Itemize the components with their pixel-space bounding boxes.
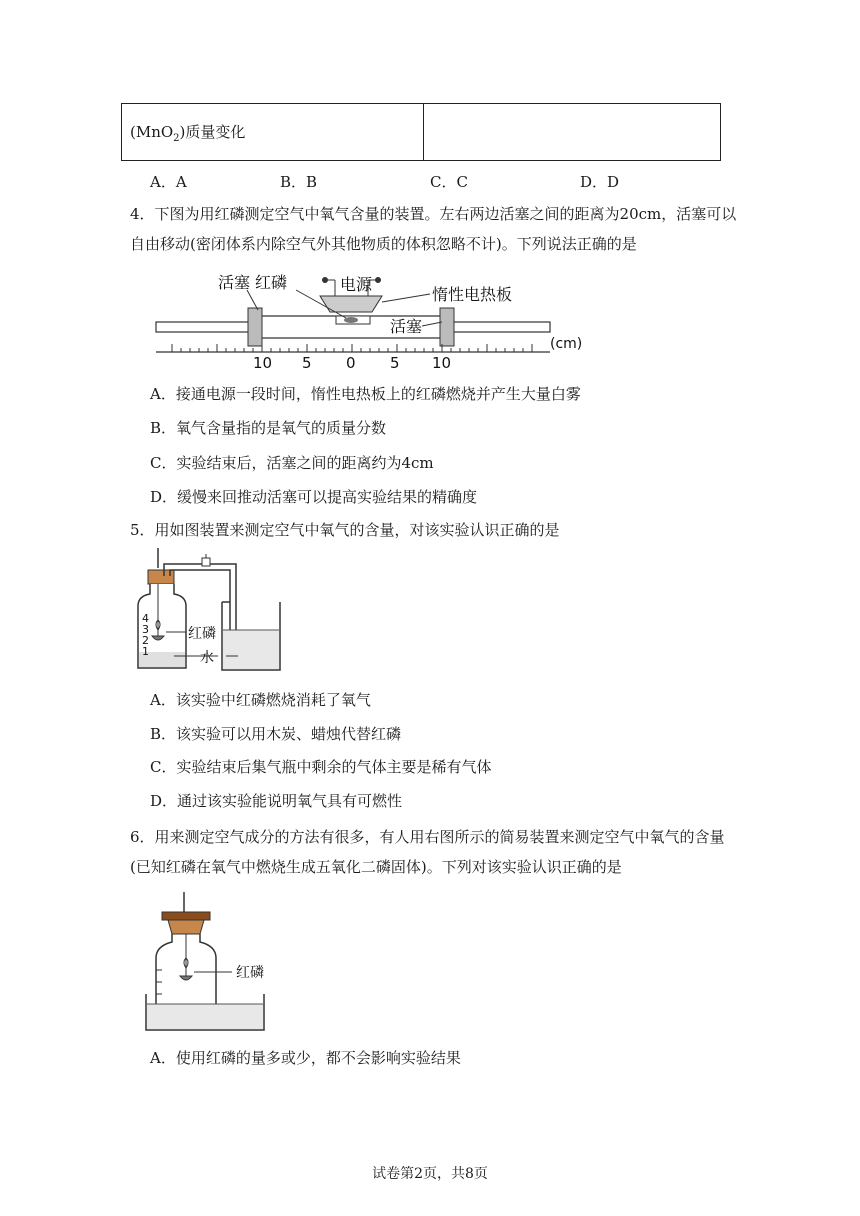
q4-option-a[interactable]: A．接通电源一段时间，惰性电热板上的红磷燃烧并产生大量白雾 <box>150 385 581 403</box>
q6-figure-bell-jar <box>140 890 300 1034</box>
label-heater: 惰性电热板 <box>432 285 513 304</box>
q5-option-d[interactable]: D．通过该实验能说明氧气具有可燃性 <box>150 792 403 810</box>
mark-2: 2 <box>142 634 149 647</box>
q5-figure-bottle-beaker <box>130 546 290 676</box>
tick-label-5-left: 5 <box>302 354 312 372</box>
label-red-phosphorus: 红磷 <box>255 273 288 292</box>
table-cell-right <box>424 104 721 161</box>
q4-option-b[interactable]: B．氧气含量指的是氧气的质量分数 <box>150 419 387 437</box>
q4-option-c[interactable]: C．实验结束后，活塞之间的距离约为4cm <box>150 454 434 472</box>
q4-question-text: 4．下图为用红磷测定空气中氧气含量的装置。左右两边活塞之间的距离为20cm，活塞可以自由移动(密闭体系内除空气外其他物质的体积忽略不计)。下列说法正确的是 <box>130 205 737 253</box>
tick-label-10-right: 10 <box>432 354 452 372</box>
mark-4: 4 <box>142 612 149 625</box>
tick-label-0: 0 <box>346 354 356 372</box>
label-red-phosphorus-q6: 红磷 <box>236 965 264 981</box>
q3-option-a[interactable]: A．A <box>150 173 187 191</box>
cell-suffix: )质量变化 <box>179 122 246 141</box>
label-piston-right: 活塞 <box>390 317 423 336</box>
mark-3: 3 <box>142 623 149 636</box>
q6-question-text: 6．用来测定空气成分的方法有很多，有人用右图所示的简易装置来测定空气中氧气的含量(已知红磷在氧气中燃烧生成五氧化二磷固体)。下列对该实验认识正确的是 <box>130 828 725 876</box>
label-red-phosphorus-q5: 红磷 <box>188 626 216 642</box>
label-piston-left: 活塞 <box>218 273 251 292</box>
cell-subscript: 2 <box>173 132 180 144</box>
tick-label-5-right: 5 <box>390 354 400 372</box>
label-unit: (cm) <box>550 336 583 352</box>
mark-1: 1 <box>142 645 149 658</box>
label-water: 水 <box>200 650 214 666</box>
q3-option-b[interactable]: B．B <box>280 173 318 191</box>
answer-table <box>121 103 721 161</box>
table-cell-left <box>122 104 424 161</box>
q4-figure-piston-apparatus <box>150 266 610 374</box>
q5-question-text: 5．用如图装置来测定空气中氧气的含量，对该实验认识正确的是 <box>130 521 560 539</box>
cell-prefix: (MnO <box>130 122 174 141</box>
table-row <box>122 104 721 161</box>
tick-label-10-left: 10 <box>253 354 273 372</box>
page-footer: 试卷第2页，共8页 <box>372 1166 488 1182</box>
q3-option-d[interactable]: D．D <box>580 173 620 191</box>
q3-option-c[interactable]: C．C <box>430 173 468 191</box>
q5-option-c[interactable]: C．实验结束后集气瓶中剩余的气体主要是稀有气体 <box>150 758 492 776</box>
q5-option-b[interactable]: B．该实验可以用木炭、蜡烛代替红磷 <box>150 725 402 743</box>
q5-option-a[interactable]: A．该实验中红磷燃烧消耗了氧气 <box>150 691 371 709</box>
q4-option-d[interactable]: D．缓慢来回推动活塞可以提高实验结果的精确度 <box>150 488 478 506</box>
q6-option-a[interactable]: A．使用红磷的量多或少，都不会影响实验结果 <box>150 1049 461 1067</box>
label-power: 电源 <box>340 275 373 294</box>
